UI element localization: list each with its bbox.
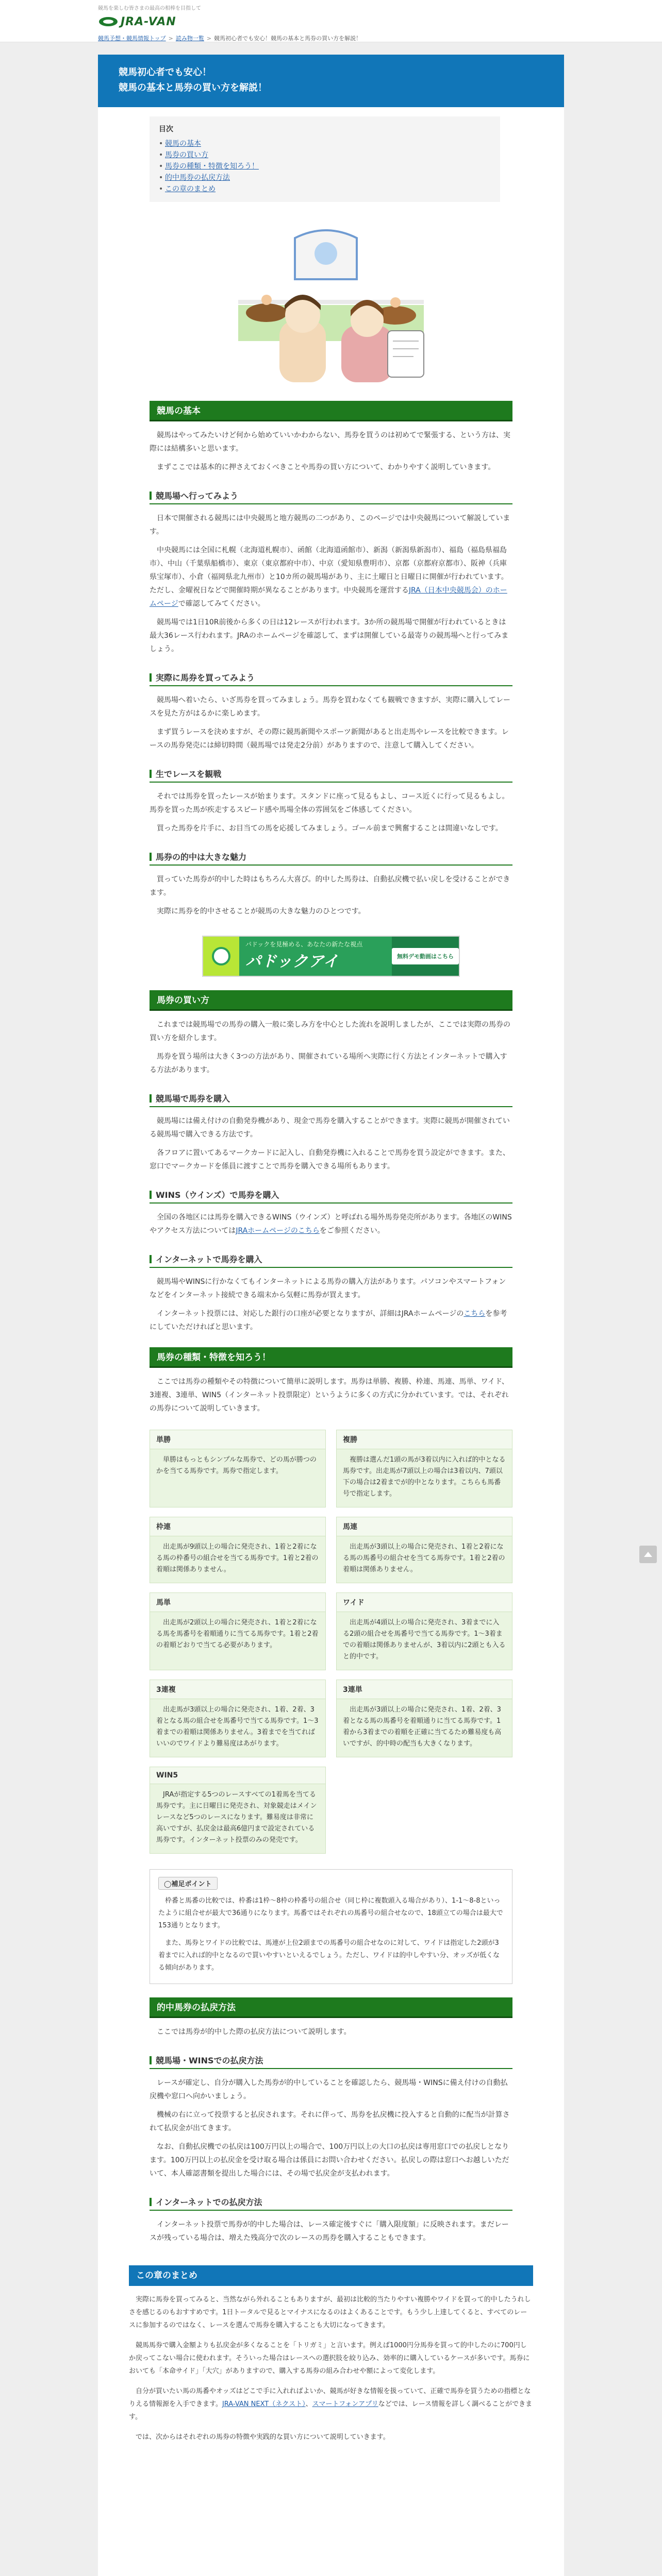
toc-item: [159, 149, 491, 161]
toc-item: [159, 161, 491, 172]
paragraph: [150, 544, 512, 611]
breadcrumb: [98, 34, 361, 42]
bet-card-name: 複勝: [337, 1430, 512, 1449]
paragraph: 競馬場では1日10R前後から多くの日は12レースが行われます。3か所の競馬場で開催が行われているときは最大36レース行われます。JRAのホームページを確認して、まずは開催している最寄りの競馬場へと行ってみましょう。: [150, 618, 509, 653]
page-title: [98, 55, 564, 107]
table-of-contents: [150, 116, 500, 202]
page-top-button[interactable]: [639, 1546, 657, 1563]
section-heading-payout: 的中馬券の払戻方法: [150, 1997, 512, 2018]
paragraph: 各フロアに置いてあるマークカードに記入し、自動発券機に入れることで馬券を買う設定ができます。また、窓口でマークカードを係員に渡すことで馬券を購入できる場所もあります。: [150, 1149, 510, 1171]
bet-card-name: 単勝: [150, 1430, 325, 1449]
toc-link-basics[interactable]: 競馬の基本: [165, 140, 201, 148]
subheading-text: 競馬場・WINSでの払戻方法: [156, 2056, 263, 2065]
paragraph-text: 全国の各地区には馬券を購入できるWINS（ウインズ）と呼ばれる場外馬券発売所があります。各地区のWINSやアクセス方法については: [150, 1213, 512, 1235]
paragraph: 日本で開催される競馬には中央競馬と地方競馬の二つがあり、このページでは中央競馬について解説しています。: [150, 514, 510, 536]
bet-card-desc: 出走馬が3頭以上の場合に発売され、1着、2着、3着となる馬の馬番号を着順通りに当てる馬券です。1着から3着までの着順を正確に当てるため難易度も高いですが、的中時の配当も大きくなります。: [343, 1706, 502, 1748]
heading-bar: [150, 1255, 152, 1263]
paragraph: ここでは馬券の種類やその特徴について簡単に説明します。馬券は単勝、複勝、枠連、馬連、馬単、ワイド、3連複、3連単、WIN5（インターネット投票限定）というように多くの方式に分かれています。では、それぞれの馬券について説明していきます。: [150, 1378, 509, 1413]
paragraph-text: を参考にしていただければと思います。: [150, 1310, 507, 1331]
site-tagline: 競馬を楽しむ皆さまの最高の相棒を目指して: [98, 6, 201, 11]
logo-text: JRA-VAN: [121, 15, 176, 28]
paragraph: 馬券を買う場所は大きく3つの方法があり、開催されている場所へ実際に行く方法とインターネットで購入する方法があります。: [150, 1053, 507, 1074]
paragraph-text: をご参照ください。: [319, 1227, 385, 1235]
breadcrumb-current: 競馬初心者でも安心！競馬の基本と馬券の買い方を解説！: [214, 35, 362, 42]
paragraph-text: などでは、レース情報を詳しく調べることができます。: [129, 2400, 533, 2421]
bet-card-name: WIN5: [150, 1767, 325, 1784]
article-content: [98, 401, 564, 2245]
subheading-text: WINS（ウインズ）で馬券を購入: [156, 1190, 279, 1200]
bet-card-wide: [336, 1592, 512, 1670]
bet-card-umatan: [150, 1592, 326, 1670]
point-label: ◯補足ポイント: [158, 1877, 218, 1890]
paragraph: 買った馬券を片手に、お目当ての馬を応援してみましょう。ゴール前まで興奮することは間違いなしです。: [157, 824, 503, 833]
heading-bar: [150, 770, 152, 778]
paragraph: [150, 1307, 512, 1334]
paragraph-text: インターネット投票には、対応した銀行の口座が必要となりますが、詳細はJRAホームページの: [157, 1310, 464, 1318]
paragraph: では、次からはそれぞれの馬券の特徴や実践的な買い方について説明していきます。: [136, 2433, 390, 2441]
bet-card-fukusho: [336, 1430, 512, 1507]
subheading-charm: [150, 851, 512, 866]
subheading-text: インターネットで馬券を購入: [156, 1255, 262, 1264]
bet-card-desc: 出走馬が4頭以上の場合に発売され、3着までに入る2頭の組合せを馬番号で当てる馬券です。1〜3着までの着順は関係ありませんが、3着以内に2頭とも入ると的中です。: [343, 1619, 506, 1660]
heading-bar: [150, 853, 152, 861]
paragraph: 枠番と馬番の比較では、枠番は1枠〜8枠の枠番号の組合せ（同じ枠に複数頭入る場合があり）、1-1〜8-8といったように組合せが最大で36通りになります。馬番ではそれぞれの馬番号の組合せなので、18頭立ての場合は最大で153通りとなります。: [158, 1897, 503, 1929]
section-heading-types: 馬券の種類・特徴を知ろう！: [150, 1347, 512, 1368]
jra-van-next-link[interactable]: JRA-VAN NEXT（ネクスト）: [222, 2400, 306, 2408]
breadcrumb-separator: >: [168, 35, 173, 42]
supplementary-point-box: [150, 1869, 512, 1984]
wins-link[interactable]: JRAホームページのこちら: [236, 1227, 320, 1235]
heading-bar: [150, 1094, 152, 1103]
article-page: [98, 55, 564, 2576]
toc-link-types[interactable]: 馬券の種類・特徴を知ろう！: [165, 162, 259, 171]
paragraph: 競馬場へ着いたら、いざ馬券を買ってみましょう。馬券を買わなくても観戦できますが、実際に購入してレースを見た方がはるかに楽しめます。: [150, 696, 510, 718]
subheading-text: インターネットでの払戻方法: [156, 2197, 262, 2207]
paragraph: 競馬はやってみたいけど何から始めていいかわからない、馬券を買うのは初めてで緊張する、という方は、実際には結構多いと思います。: [150, 431, 510, 453]
paragraph: 競馬場やWINSに行かなくてもインターネットによる馬券の購入方法があります。パソコンやスマートフォンなどをインターネット接続できる端末から気軽に馬券が買えます。: [150, 1278, 506, 1299]
paragraph: 競馬場には備え付けの自動発券機があり、現金で馬券を購入することができます。実際に競馬が開催されている競馬場で購入できる方法です。: [150, 1117, 510, 1139]
bet-card-name: ワイド: [337, 1593, 512, 1612]
smartphone-app-link[interactable]: スマートフォンアプリ: [312, 2400, 378, 2408]
bet-card-sanrenpuku: [150, 1680, 326, 1757]
paragraph: これまでは競馬場での馬券の購入一般に楽しみ方を中心とした流れを説明しましたが、ここでは実際の馬券の買い方を紹介します。: [150, 1021, 510, 1042]
bet-card-name: 馬連: [337, 1517, 512, 1536]
paragraph: まずここでは基本的に押さえておくべきことや馬券の買い方について、わかりやすく説明していきます。: [157, 463, 495, 471]
bet-card-desc: 単勝はもっともシンプルな馬券で、どの馬が勝つのかを当てる馬券です。馬券で指定します。: [156, 1456, 317, 1475]
paragraph: [150, 1211, 512, 1238]
bet-card-wakuren: [150, 1517, 326, 1583]
paragraph: 機械の右に立って投票すると払戻されます。それに伴って、馬券を払戻機に投入すると自動的に配当が計算されて払戻金が出てきます。: [150, 2111, 510, 2132]
bet-card-sanrentan: [336, 1680, 512, 1757]
subheading-payout-net: [150, 2196, 512, 2211]
toc-list: [159, 138, 491, 195]
bet-card-desc: JRAが指定する5つのレースすべての1着馬を当てる馬券です。主に日曜日に発売され、対象競走はメインレースなど5つのレースになります。難易度は非常に高いですが、払戻金は最高6億円まで設定されている馬券です。インターネット投票のみの発売です。: [156, 1791, 317, 1844]
subheading-text: 馬券の的中は大きな魅力: [156, 852, 247, 862]
breadcrumb-home[interactable]: 競馬予想・競馬情報トップ: [98, 35, 166, 42]
toc-link-payout[interactable]: 的中馬券の払戻方法: [165, 174, 230, 182]
toc-link-summary[interactable]: この章のまとめ: [165, 185, 216, 193]
bet-card-desc: 出走馬が3頭以上の場合に発売され、1着、2着、3着となる馬の組合せを馬番号で当てる馬券です。1〜3着までの着順は関係ありません。3着までを当てればいいのでワイドより難易度はあがります。: [156, 1706, 319, 1748]
subheading-buy: [150, 671, 512, 686]
subheading-text: 競馬場へ行ってみよう: [156, 491, 239, 501]
summary-heading: この章のまとめ: [129, 2265, 533, 2286]
subheading-text: 競馬場で馬券を購入: [156, 1094, 230, 1104]
site-header: [0, 0, 662, 42]
bet-card-desc: 出走馬が2頭以上の場合に発売され、1着と2着になる馬を馬番号を着順通りに当てる馬券です。1着と2着の着順どおりで当てる必要があります。: [156, 1619, 319, 1649]
internet-vote-link[interactable]: こちら: [464, 1310, 486, 1318]
jra-homepage-link[interactable]: JRA（日本中央競馬会）のホームページ: [150, 586, 507, 608]
chapter-summary: [129, 2265, 533, 2444]
site-logo[interactable]: [98, 12, 176, 31]
section-heading-howto: 馬券の買い方: [150, 990, 512, 1011]
paragraph: 買っていた馬券が的中した時はもちろん大喜び。的中した馬券は、自動払戻機で払い戻しを受けることができます。: [150, 875, 510, 897]
bet-card-desc: 出走馬が9頭以上の場合に発売され、1着と2着になる馬の枠番号の組合せを当てる馬券です。1着と2着の着順は関係ありません。: [156, 1543, 319, 1573]
paragraph: なお、自動払戻機での払戻は100万円以上の場合で、100万円以上の大口の払戻は専用窓口での払戻しとなります。100万円以上の払戻金を受け取る場合は係員にお問い合わせください。払戻しの際は窓口へお越しいただいて、本人確認書類を提出した場合には、その場で払戻金が支払われます。: [150, 2143, 509, 2178]
toc-title: 目次: [159, 125, 173, 133]
bet-card-name: 3連単: [337, 1680, 512, 1699]
arrow-up-icon: [644, 1552, 652, 1557]
racecourse-illustration-image: [218, 217, 444, 387]
section-heading-basics: 競馬の基本: [150, 401, 512, 421]
banner-subtitle: パドックを見極める、あなたの新たな視点: [245, 941, 363, 948]
paragraph: それでは馬券を買ったレースが始まります。スタンドに座って見るもよし、コース近くに行って見るもよし。馬券を買った馬が疾走するスピード感や馬場全体の雰囲気をご体感してください。: [150, 792, 509, 814]
paragraph-text: 、: [305, 2400, 312, 2408]
banner-cta: [392, 937, 459, 976]
toc-item: [159, 172, 491, 183]
toc-item: [159, 138, 491, 149]
subheading-venue: [150, 1092, 512, 1107]
page-title-line2: 競馬の基本と馬券の買い方を解説！: [119, 82, 267, 93]
bet-card-win5: [150, 1767, 326, 1854]
paragraph: まず買うレースを決めますが、その際に競馬新聞やスポーツ新聞があると出走馬やレースを比較できます。レースの馬券発売には締切時間（競馬場では発走2分前）がありますので、注意して購入してください。: [150, 728, 509, 750]
subheading-text: 実際に馬券を買ってみよう: [156, 673, 255, 683]
paragraph: 実際に馬券を買ってみると、当然ながら外れることもありますが、最初は比較的当たりやすい複勝やワイドを買って的中したうれしさを感じるのもおすすめです。1日トータルで見るとマイナスになるのはよくあることです。もう少し上達してくると、すべてのレースに参加するのではなく、レースを選んで馬券を購入することも大切になってきます。: [129, 2296, 531, 2329]
bet-card-tansho: [150, 1430, 326, 1507]
heading-bar: [150, 2056, 152, 2064]
heading-bar: [150, 673, 152, 682]
paragraph: レースが確定し、自分が購入した馬券が的中していることを確認したら、競馬場・WINSに備え付けの自動払戻機や窓口へ向かいましょう。: [150, 2079, 508, 2100]
subheading-wins: [150, 1189, 512, 1204]
breadcrumb-articles[interactable]: 読み物一覧: [175, 35, 204, 42]
bet-card-name: 3連複: [150, 1680, 325, 1699]
subheading-payout-venue: [150, 2054, 512, 2069]
breadcrumb-separator: >: [206, 35, 212, 42]
subheading-text: 生でレースを観戦: [156, 769, 222, 779]
paragraph: 競馬馬券で購入金額よりも払戻金が多くなることを「トリガミ」と言います。例えば1000円分馬券を買って的中したのに700円しか戻ってこない場合に使われます。そういった場合はレースへの選択肢を絞り込み、効率的に購入しているケースが多いです。馬券においても「本命サイド」「大穴」がありますので、購入する馬券の組み合わせや額によって変化します。: [129, 2342, 530, 2375]
toc-item: [159, 183, 491, 195]
bet-card-name: 馬単: [150, 1593, 325, 1612]
page-title-line1: 競馬初心者でも安心！: [119, 67, 211, 78]
bet-card-desc: 出走馬が3頭以上の場合に発売され、1着と2着になる馬の馬番号の組合せを当てる馬券です。1着と2着の着順は関係ありません。: [343, 1543, 505, 1573]
paragraph: また、馬券とワイドの比較では、馬連が上位2頭までの馬番号の組合せなのに対して、ワイドは指定した2頭が3着までに入れば的中となるので買いやすいといえるでしょう。ただし、ワイドは的中しやすい分、オッズが低くなる傾向があります。: [158, 1939, 500, 1972]
eye-icon: [203, 937, 239, 976]
heading-bar: [150, 2198, 152, 2206]
toc-link-howto[interactable]: 馬券の買い方: [165, 151, 208, 159]
paragraph: ここでは馬券が的中した際の払戻方法について説明します。: [157, 2028, 351, 2036]
paragraph: 実際に馬券を的中させることが競馬の大きな魅力のひとつです。: [157, 907, 366, 916]
subheading-live: [150, 768, 512, 783]
horseshoe-logo-icon: [98, 15, 121, 28]
bet-card-name: 枠連: [150, 1517, 325, 1536]
bet-card-umaren: [336, 1517, 512, 1583]
heading-bar: [150, 492, 152, 500]
banner-title: パドックアイ: [245, 953, 339, 971]
racecourse-illustration: [98, 217, 564, 387]
bet-card-desc: 複勝は選んだ1頭の馬が3着以内に入れば的中となる馬券です。出走馬が7頭以上の場合は3着以内、7頭以下の場合は2着までが的中となります。こちらも馬番号で指定します。: [343, 1456, 506, 1498]
paragraph: インターネット投票で馬券が的中した場合は、レース確定後すぐに「購入限度額」に反映されます。まだレースが残っている場合は、増えた残高分で次のレースの馬券を購入することもできます。: [150, 2221, 509, 2242]
paddock-eye-banner[interactable]: [202, 936, 460, 977]
paragraph-text: 中央競馬には全国に札幌（北海道札幌市）、函館（北海道函館市）、新潟（新潟県新潟市）、福島（福島県福島市）、中山（千葉県船橋市）、東京（東京都府中市）、中京（愛知県豊明市）、京都（京都府京都市）、阪神（兵庫県宝塚市）、小倉（福岡県北九州市）と10カ所の競馬場があり、主に土曜日と日曜日に開催が行われています。ただし、金曜祝日などで開催時期が異なることがあります。中央競馬を運営する: [150, 546, 508, 595]
banner-demo-button[interactable]: 無料デモ動画はこちら: [392, 948, 459, 964]
banner-text: [239, 937, 392, 976]
bet-type-grid: [150, 1430, 512, 1854]
subheading-racecourse: [150, 489, 512, 504]
paragraph: [129, 2385, 533, 2424]
paragraph-text: で確認してみてください。: [178, 600, 265, 608]
paragraph-text: 自分が買いたい馬の馬番やオッズはどこで手に入れればよいか、競馬が好きな情報を扱っていて、正確で馬券を買うための指標となりえる情報源を入手できます。: [129, 2387, 531, 2408]
subheading-internet: [150, 1253, 512, 1268]
heading-bar: [150, 1191, 152, 1199]
